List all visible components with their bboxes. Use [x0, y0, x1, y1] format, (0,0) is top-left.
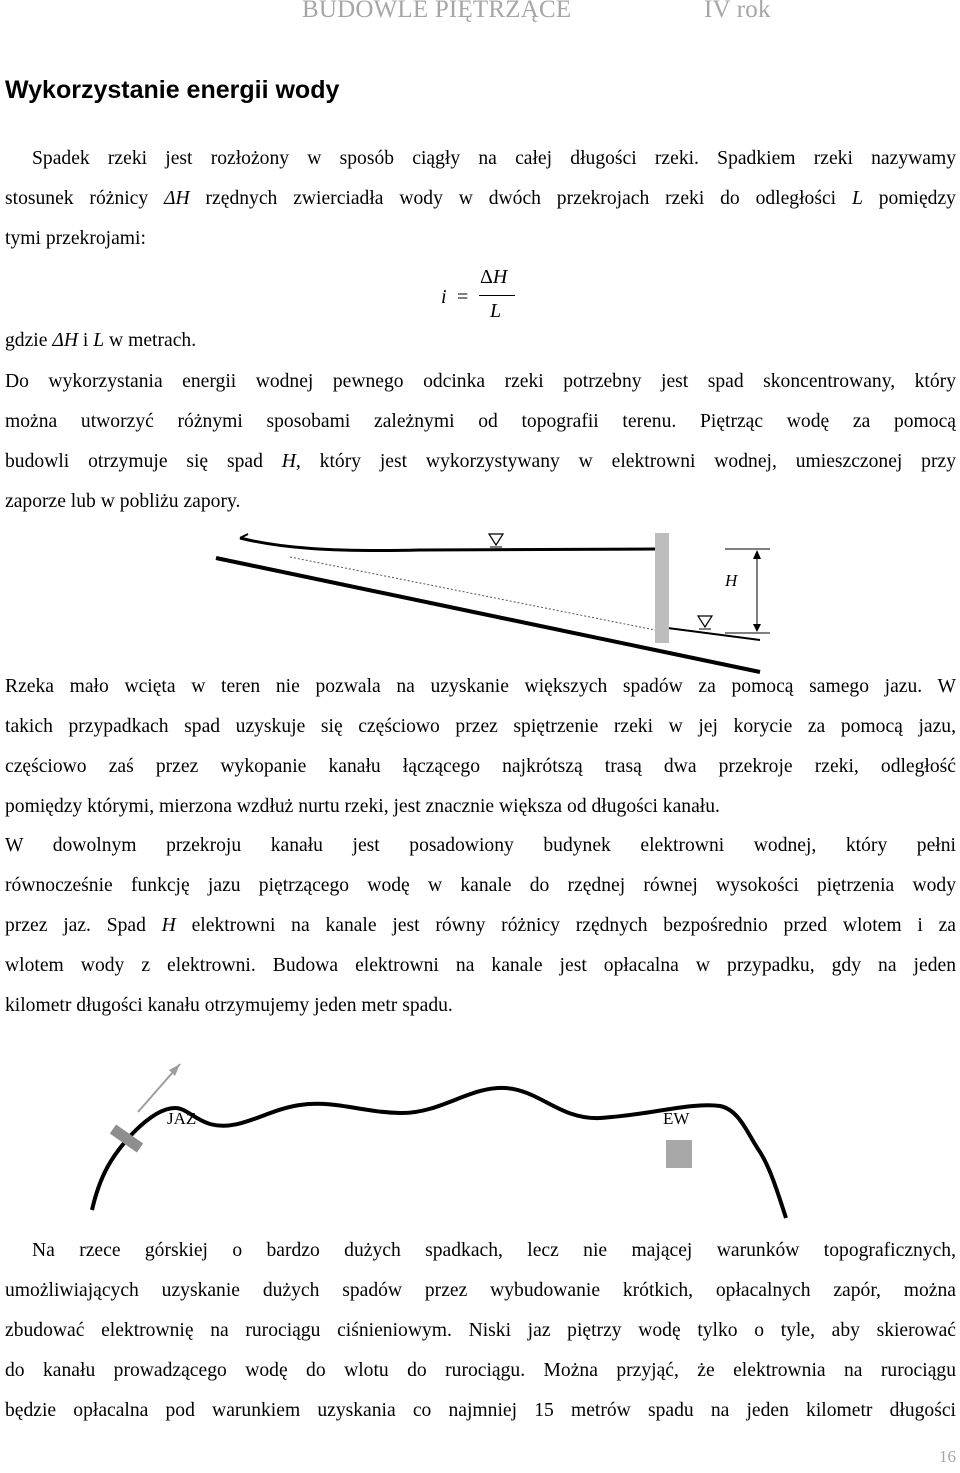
canal-route	[140, 1134, 665, 1150]
text-line: Do wykorzystania energii wodnej pewnego odcinka rzeki potrzebny jest spad skoncentrowany, który	[5, 371, 956, 392]
surface-start	[240, 534, 248, 538]
text-line	[5, 442, 956, 482]
text-line: zaporze lub w pobliżu zapory.	[5, 491, 241, 512]
paragraph-river-slope	[5, 139, 956, 259]
text-line: równocześnie funkcję jazu piętrzącego wodę w kanale do rzędnej równej wysokości piętrzenia wody	[5, 875, 956, 896]
text-line: częściowo zaś przez wykopanie kanału łączącego najkrótszą trasą dwa przekroje rzeki, odległość	[5, 756, 956, 777]
dam-head-diagram	[0, 530, 960, 670]
lower-water-level-icon	[698, 616, 712, 627]
running-header-title: BUDOWLE PIĘTRZĄCE	[302, 0, 572, 23]
text-line: kilometr długości kanału otrzymujemy jeden metr spadu.	[5, 995, 453, 1016]
symbol-h: H	[281, 451, 296, 472]
paragraph-where	[5, 321, 956, 361]
paragraph-penstock	[5, 1231, 956, 1431]
riverbed-line	[216, 558, 760, 672]
text-run: rzędnych zwierciadła wody w dwóch przekrojach rzeki do odległości	[189, 188, 852, 209]
weir-label: JAZ	[167, 1109, 197, 1128]
text-line	[5, 179, 956, 219]
text-run: gdzie	[5, 330, 53, 351]
text-line: można utworzyć różnymi sposobami zależnymi od topografii terenu. Piętrząc wodę za pomocą	[5, 411, 956, 432]
text-run: budowli otrzymuje się spad	[5, 451, 282, 472]
page-number: 16	[939, 1447, 956, 1466]
text-run: stosunek różnicy	[5, 188, 165, 209]
formula-lhs: i	[441, 286, 447, 308]
dam-body	[655, 533, 669, 643]
text-line: umożliwiających uzyskanie dużych spadów przez wybudowanie krótkich, opłacalnych zapór, można	[5, 1280, 956, 1301]
text-line	[5, 906, 956, 946]
arrow-down-icon	[753, 624, 761, 632]
formula-equals: =	[457, 286, 469, 308]
natural-water-surface-line	[290, 557, 655, 630]
text-line: będzie opłacalna pod warunkiem uzyskania co najmniej 15 metrów spadu na jeden kilometr długości	[5, 1400, 956, 1421]
text-line: takich przypadkach spad uzyskuje się częściowo przez spiętrzenie rzeki w jej korycie za pomocą jazu,	[5, 716, 956, 737]
text-line: Rzeka mało wcięta w teren nie pozwala na uzyskanie większych spadów za pomocą samego jazu. W	[5, 676, 956, 697]
symbol-delta-h: ΔH	[52, 330, 78, 351]
text-line: zbudować elektrownię na rurociągu ciśnieniowym. Niski jaz piętrzy wodę tylko o tyle, aby skierować	[5, 1320, 956, 1341]
paragraph-powerhouse	[5, 826, 956, 1026]
arrow-up-icon	[753, 550, 761, 559]
text-line: W dowolnym przekroju kanału jest posadowiony budynek elektrowni wodnej, który pełni	[5, 835, 956, 856]
text-line: wlotem wody z elektrowni. Budowa elektrowni na kanale jest opłacalna w przypadku, gdy na jeden	[5, 955, 956, 976]
paragraph-concentrated-head	[5, 362, 956, 522]
section-title: Wykorzystanie energii wody	[5, 76, 340, 104]
text-line	[5, 321, 956, 361]
symbol-h: H	[161, 915, 176, 936]
powerhouse-label: EW	[663, 1109, 690, 1128]
text-line: Spadek rzeki jest rozłożony w sposób ciągły na całej długości rzeki. Spadkiem rzeki nazywamy	[32, 148, 956, 169]
formula-numerator: ΔH	[480, 266, 508, 288]
canal-diversion-diagram	[0, 1050, 960, 1230]
paragraph-canal	[5, 667, 956, 827]
text-line: do kanału prowadzącego wodę do wlotu do rurociągu. Można przyjąć, że elektrownia na rurociągu	[5, 1360, 956, 1381]
head-label: H	[725, 571, 738, 590]
text-run: pomiędzy	[862, 188, 956, 209]
text-run: w metrach.	[104, 330, 197, 351]
slope-formula	[438, 266, 528, 326]
running-header-year: IV rok	[704, 0, 771, 23]
text-line: pomiędzy którymi, mierzona wzdłuż nurtu rzeki, jest znacznie większa od długości kanału.	[5, 796, 720, 817]
text-run: elektrowni na kanale jest równy różnicy rzędnych bezpośrednio przed wlotem i za	[175, 915, 956, 936]
fraction-bar	[479, 295, 515, 296]
powerhouse-block	[666, 1140, 692, 1168]
text-line: tymi przekrojami:	[5, 228, 146, 249]
backwater-surface	[240, 538, 655, 551]
text-run: przez jaz. Spad	[5, 915, 162, 936]
formula-denominator: L	[490, 300, 502, 322]
text-run: , który jest wykorzystywany w elektrowni wodnej, umieszczonej przy	[295, 451, 957, 472]
symbol-delta-h: ΔH	[164, 188, 190, 209]
symbol-l: L	[851, 188, 863, 209]
symbol-l: L	[93, 330, 105, 351]
text-line: Na rzece górskiej o bardzo dużych spadkach, lecz nie mającej warunków topograficznych,	[32, 1240, 956, 1261]
upper-water-level-icon	[489, 534, 503, 545]
text-run: i	[78, 330, 94, 351]
